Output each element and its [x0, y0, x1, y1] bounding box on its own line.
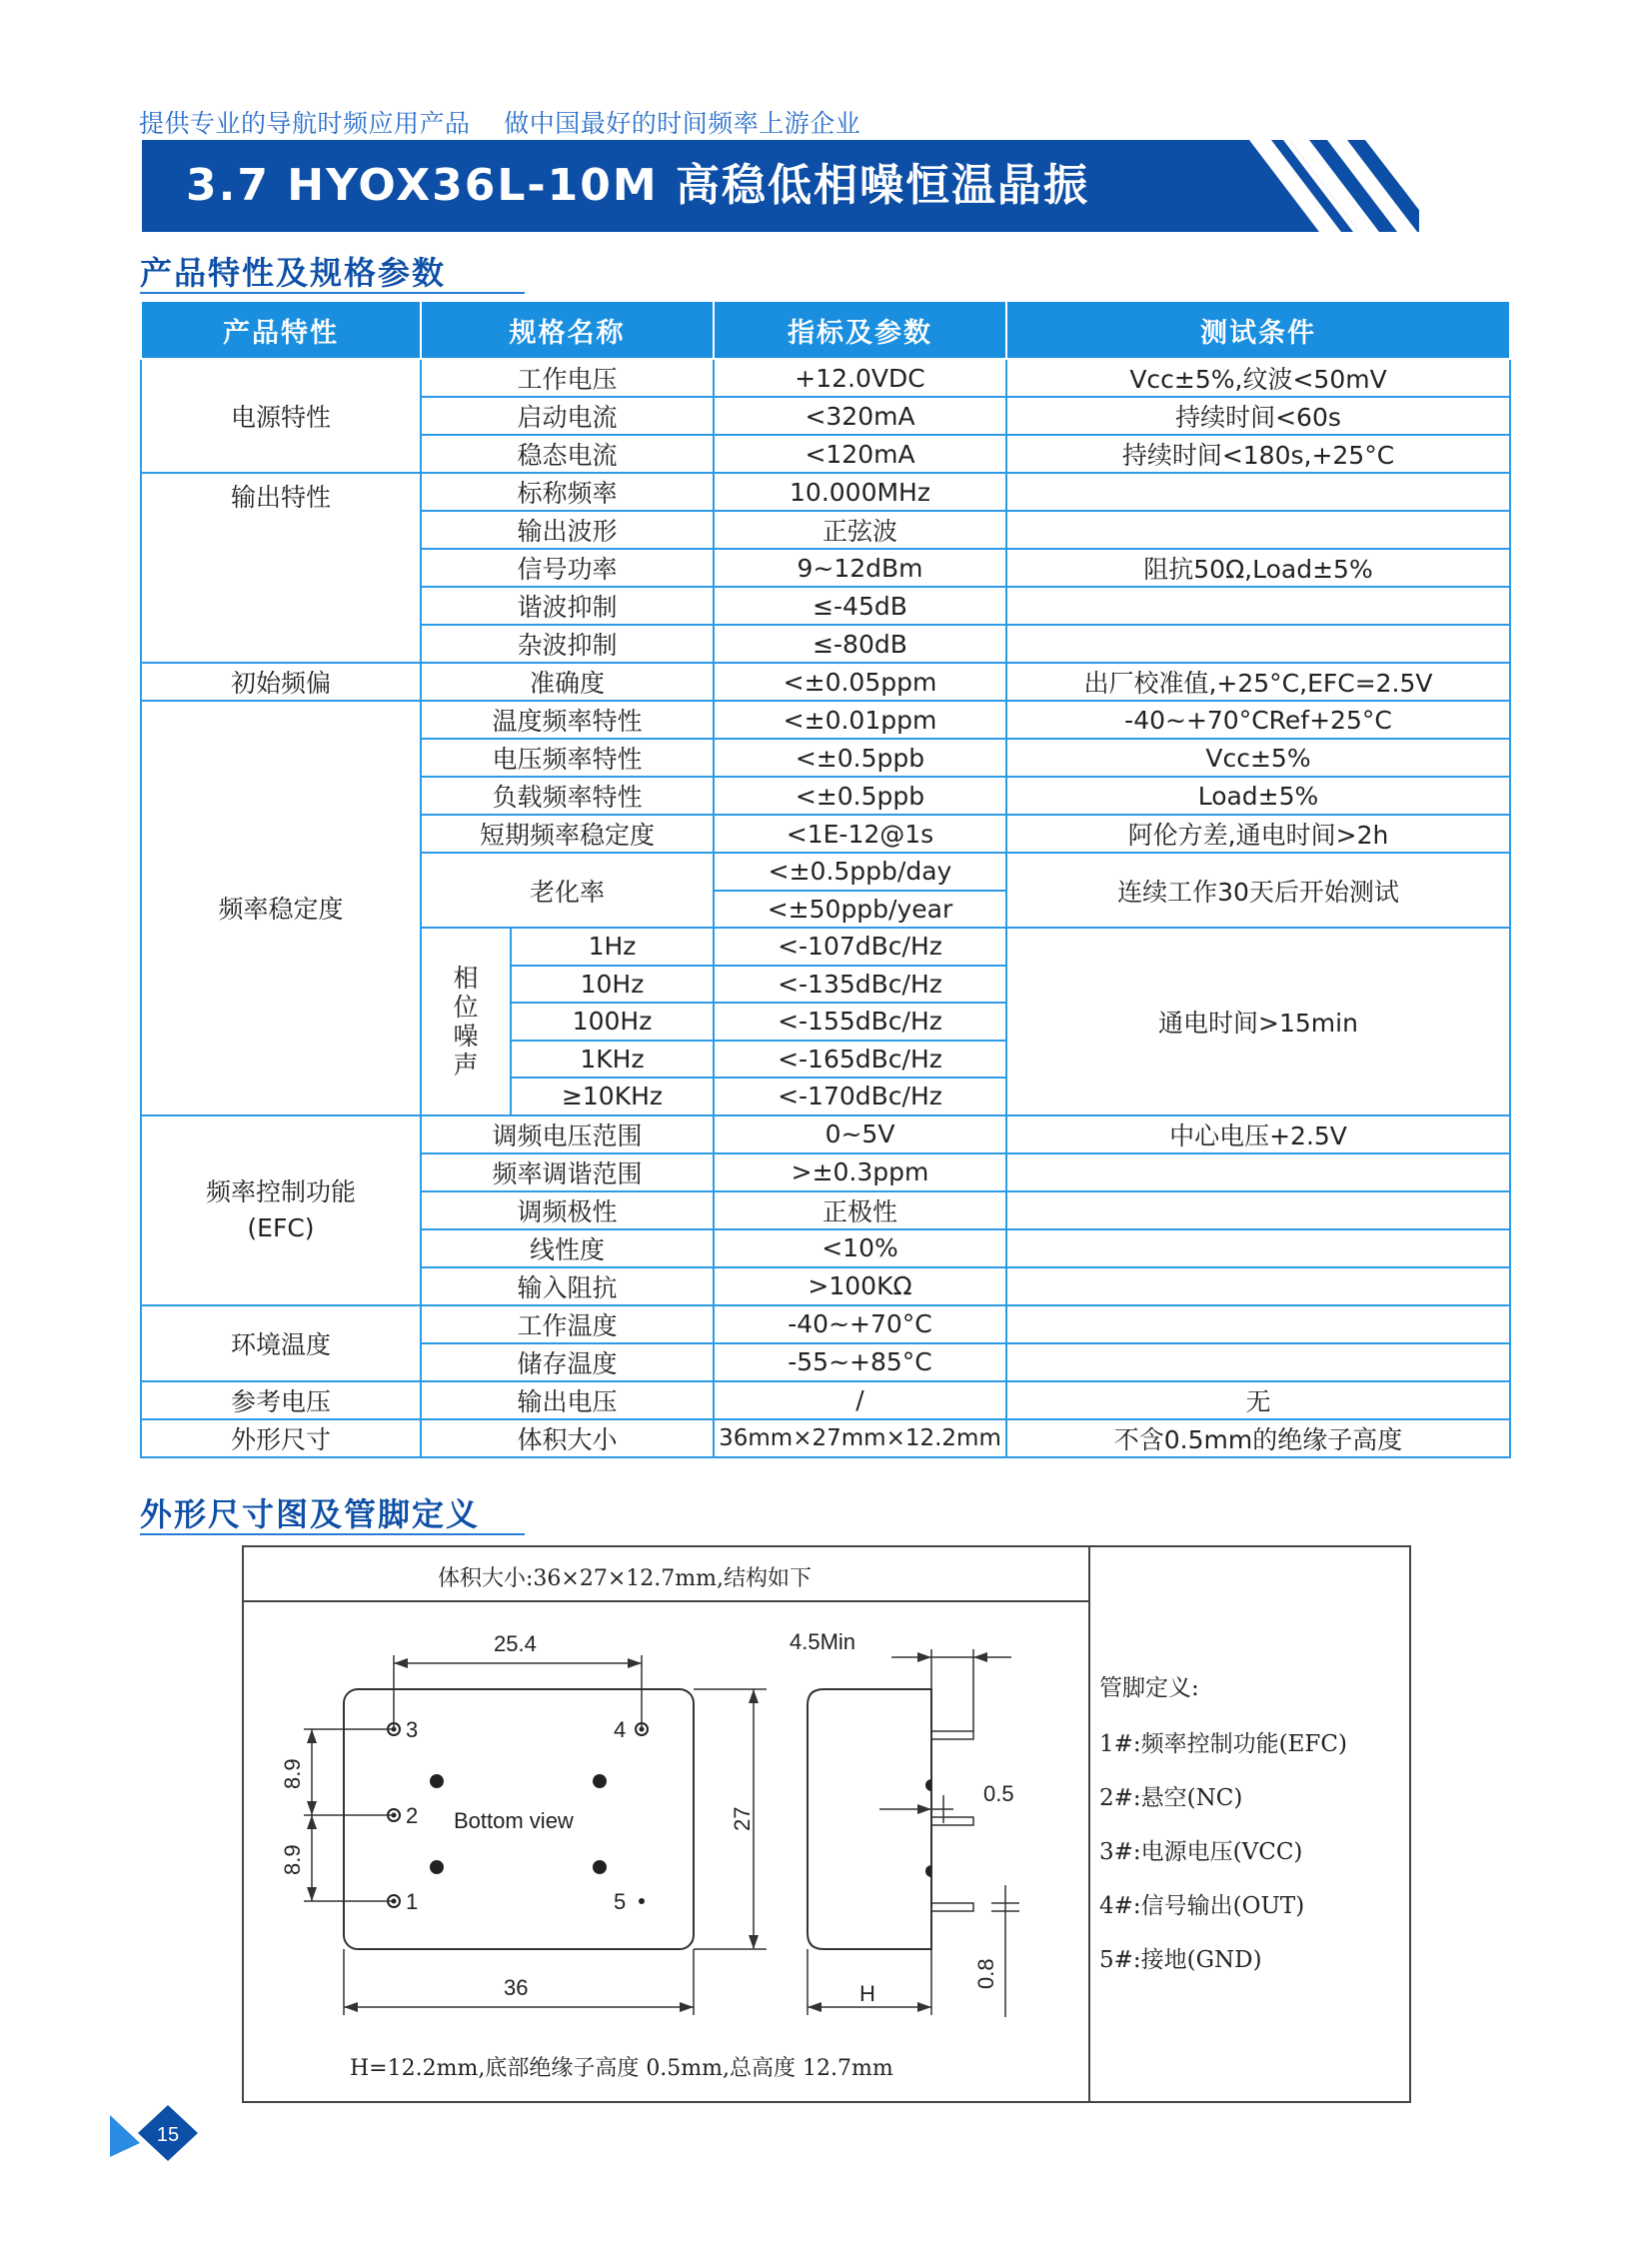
spec-condition — [1006, 625, 1510, 663]
table-header: 规格名称 — [421, 301, 714, 359]
group-cell: 输出特性 — [141, 473, 421, 663]
spec-name: 负载频率特性 — [421, 777, 714, 815]
spec-value: <±0.01ppm — [714, 701, 1006, 739]
spec-name: 启动电流 — [421, 397, 714, 435]
pin-label: 3 — [406, 1717, 419, 1742]
table-header: 指标及参数 — [714, 301, 1006, 359]
spec-value: >100KΩ — [714, 1267, 1006, 1305]
efc-title: 频率控制功能 — [205, 1176, 356, 1206]
spec-condition: 通电时间>15min — [1006, 928, 1510, 1116]
dim-h: H — [859, 1981, 875, 2006]
spec-name: 谐波抑制 — [421, 587, 714, 625]
spec-name: 储存温度 — [421, 1343, 714, 1381]
spec-condition — [1006, 1229, 1510, 1267]
table-row — [141, 1305, 1510, 1343]
table-row — [141, 359, 1510, 397]
spec-value: <320mA — [714, 397, 1006, 435]
spec-value: <±0.05ppm — [714, 663, 1006, 701]
spec-value: +12.0VDC — [714, 359, 1006, 397]
spec-value: <±50ppb/year — [714, 891, 1006, 929]
spec-name: 线性度 — [421, 1229, 714, 1267]
spec-condition: Vcc±5% — [1006, 739, 1510, 777]
section-underline — [140, 292, 525, 294]
spec-name: 准确度 — [421, 663, 714, 701]
header-slogan: 提供专业的导航时频应用产品 做中国最好的时间频率上游企业 — [139, 109, 861, 138]
spec-condition: 阿伦方差,通电时间>2h — [1006, 815, 1510, 853]
section-underline — [140, 1533, 525, 1535]
pin-label: 5 — [614, 1889, 627, 1914]
pn-freq: 100Hz — [511, 1003, 714, 1041]
spec-name: 调频极性 — [421, 1191, 714, 1229]
dim-lead-width: 0.5 — [983, 1781, 1014, 1806]
spec-name: 工作温度 — [421, 1305, 714, 1343]
spec-name: 稳态电流 — [421, 435, 714, 473]
group-cell: 频率稳定度 — [141, 701, 421, 1116]
spec-condition: 阻抗50Ω,Load±5% — [1006, 549, 1510, 587]
spec-name: 输出波形 — [421, 511, 714, 549]
dim-height: 27 — [730, 1806, 755, 1831]
spec-value: 36mm×27mm×12.2mm — [714, 1419, 1006, 1457]
spec-value: 正弦波 — [714, 511, 1006, 549]
table-header-row — [141, 301, 1510, 359]
table-row — [141, 1419, 1510, 1457]
spec-name: 温度频率特性 — [421, 701, 714, 739]
pin-label: 2 — [406, 1803, 419, 1828]
spec-condition — [1006, 511, 1510, 549]
spec-condition: 持续时间<60s — [1006, 397, 1510, 435]
table-row — [141, 701, 1510, 739]
spec-value: 0~5V — [714, 1116, 1006, 1153]
page-title: 3.7 HYOX36L-10M 高稳低相噪恒温晶振 — [186, 160, 1090, 211]
table-row — [141, 1116, 1510, 1153]
spec-name: 工作电压 — [421, 359, 714, 397]
spec-value: 9~12dBm — [714, 549, 1006, 587]
dim-width: 36 — [504, 1975, 529, 2000]
spec-name: 调频电压范围 — [421, 1116, 714, 1153]
spec-condition — [1006, 1153, 1510, 1191]
table-row — [141, 473, 1510, 511]
spec-value: -40~+70°C — [714, 1305, 1006, 1343]
spec-table — [140, 300, 1511, 1458]
spec-condition: Vcc±5%,纹波<50mV — [1006, 359, 1510, 397]
pin-label: 4 — [614, 1717, 627, 1742]
spec-name: 频率调谐范围 — [421, 1153, 714, 1191]
pin-definition-item: 5#:接地(GND) — [1099, 1947, 1262, 1973]
spec-name: 短期频率稳定度 — [421, 815, 714, 853]
page-number-badge — [110, 2103, 205, 2163]
diagram-caption-top: 体积大小:36×27×12.7mm,结构如下 — [438, 1566, 812, 1591]
section-title-specs: 产品特性及规格参数 — [140, 254, 447, 292]
dim-pitch-y2: 8.9 — [280, 1844, 305, 1875]
bottom-view-label: Bottom view — [454, 1808, 574, 1833]
spec-value: / — [714, 1381, 1006, 1419]
page-number: 15 — [156, 2124, 180, 2146]
spec-value: ≤-80dB — [714, 625, 1006, 663]
spec-name: 信号功率 — [421, 549, 714, 587]
banner-stripes-icon — [1249, 140, 1419, 232]
section-title-dimensions: 外形尺寸图及管脚定义 — [140, 1495, 481, 1533]
dimension-diagram — [242, 1545, 1411, 2105]
dim-pitch-x: 25.4 — [494, 1631, 537, 1656]
spec-condition: 持续时间<180s,+25°C — [1006, 435, 1510, 473]
spec-condition: 连续工作30天后开始测试 — [1006, 853, 1510, 928]
spec-value: 10.000MHz — [714, 473, 1006, 511]
phase-noise-label — [421, 928, 511, 1116]
diagram-caption-bottom: H=12.2mm,底部绝缘子高度 0.5mm,总高度 12.7mm — [350, 2056, 893, 2081]
spec-name: 体积大小 — [421, 1419, 714, 1457]
spec-condition: 中心电压+2.5V — [1006, 1116, 1510, 1153]
phase-noise-text: 相位噪声 — [453, 963, 479, 1080]
pin-definition-title: 管脚定义: — [1099, 1675, 1199, 1701]
spec-condition — [1006, 1191, 1510, 1229]
spec-condition: 无 — [1006, 1381, 1510, 1419]
spec-name: 老化率 — [421, 853, 714, 928]
pin-definition-item: 1#:频率控制功能(EFC) — [1099, 1731, 1347, 1757]
efc-subtitle: (EFC) — [247, 1212, 315, 1242]
table-row — [141, 663, 1510, 701]
pin-definition-item: 2#:悬空(NC) — [1099, 1785, 1243, 1811]
spec-value: 正极性 — [714, 1191, 1006, 1229]
pin-definition-item: 4#:信号输出(OUT) — [1099, 1893, 1305, 1919]
spec-condition — [1006, 587, 1510, 625]
table-header: 产品特性 — [141, 301, 421, 359]
spec-name: 输入阻抗 — [421, 1267, 714, 1305]
spec-condition: 出厂校准值,+25°C,EFC=2.5V — [1006, 663, 1510, 701]
pn-freq: 10Hz — [511, 966, 714, 1004]
pin-label: 1 — [406, 1889, 419, 1914]
table-row — [141, 1381, 1510, 1419]
dim-base: 0.8 — [973, 1958, 998, 1989]
group-cell: 电源特性 — [141, 359, 421, 473]
pn-freq: ≥10KHz — [511, 1078, 714, 1116]
dim-pitch-y1: 8.9 — [280, 1758, 305, 1789]
pn-value: <-107dBc/Hz — [714, 928, 1006, 966]
spec-value: <10% — [714, 1229, 1006, 1267]
spec-name: 输出电压 — [421, 1381, 714, 1419]
spec-value: ≤-45dB — [714, 587, 1006, 625]
spec-value: <±0.5ppb — [714, 739, 1006, 777]
spec-value: -55~+85°C — [714, 1343, 1006, 1381]
group-cell: 环境温度 — [141, 1305, 421, 1381]
dim-lead-min: 4.5Min — [790, 1629, 856, 1654]
pn-value: <-135dBc/Hz — [714, 966, 1006, 1004]
spec-condition: Load±5% — [1006, 777, 1510, 815]
spec-condition: 不含0.5mm的绝缘子高度 — [1006, 1419, 1510, 1457]
pn-value: <-165dBc/Hz — [714, 1041, 1006, 1079]
spec-value: <120mA — [714, 435, 1006, 473]
group-cell: 参考电压 — [141, 1381, 421, 1419]
spec-condition — [1006, 1267, 1510, 1305]
spec-name: 杂波抑制 — [421, 625, 714, 663]
spec-name: 电压频率特性 — [421, 739, 714, 777]
spec-condition: -40~+70°CRef+25°C — [1006, 701, 1510, 739]
spec-value: <±0.5ppb — [714, 777, 1006, 815]
table-header: 测试条件 — [1006, 301, 1510, 359]
spec-value: <±0.5ppb/day — [714, 853, 1006, 891]
spec-condition — [1006, 1343, 1510, 1381]
group-cell: 外形尺寸 — [141, 1419, 421, 1457]
pn-value: <-170dBc/Hz — [714, 1078, 1006, 1116]
spec-condition — [1006, 1305, 1510, 1343]
pn-value: <-155dBc/Hz — [714, 1003, 1006, 1041]
spec-condition — [1006, 473, 1510, 511]
pin-definition-item: 3#:电源电压(VCC) — [1099, 1839, 1303, 1865]
group-cell: 初始频偏 — [141, 663, 421, 701]
pn-freq: 1Hz — [511, 928, 714, 966]
spec-value: <1E-12@1s — [714, 815, 1006, 853]
spec-value: >±0.3ppm — [714, 1153, 1006, 1191]
pn-freq: 1KHz — [511, 1041, 714, 1079]
spec-name: 标称频率 — [421, 473, 714, 511]
group-cell-efc — [141, 1116, 421, 1305]
